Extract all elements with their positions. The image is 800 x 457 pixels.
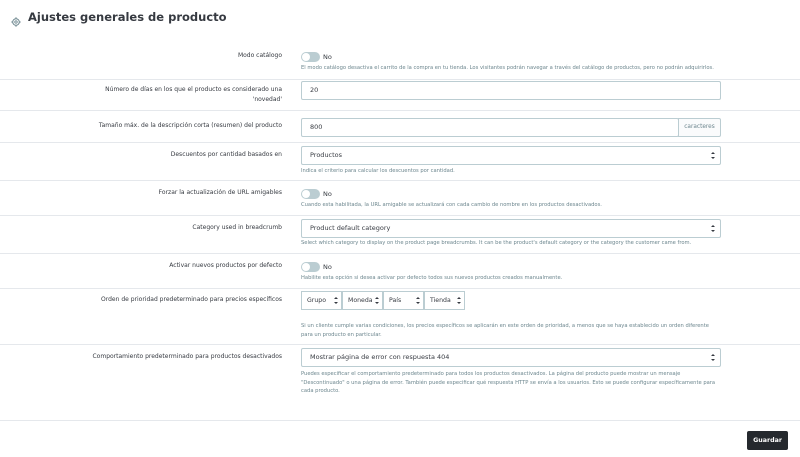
divider (0, 180, 800, 181)
friendly-url-toggle[interactable] (301, 189, 320, 199)
activate-new-label: Activar nuevos productos por defecto (169, 262, 282, 269)
priority-select-3[interactable] (383, 291, 424, 310)
short-desc-label: Tamaño máx. de la descripción corta (resumen) del producto (98, 122, 282, 129)
new-days-label-line2: 'novedad' (252, 96, 282, 103)
select-caret-icon (711, 354, 715, 361)
breadcrumb-category-value: Product default category (310, 224, 391, 232)
divider (0, 110, 800, 111)
quantity-discounts-value: Productos (310, 151, 343, 159)
select-caret-icon (711, 152, 715, 159)
catalog-mode-toggle[interactable] (301, 52, 320, 62)
toggle-knob (302, 190, 310, 198)
priority-order-label: Orden de prioridad predeterminado para precios específicos (101, 296, 282, 303)
catalog-mode-label: Modo catálogo (237, 52, 282, 59)
priority-select-2[interactable] (342, 291, 383, 310)
friendly-url-help: Cuando esta habilitada, la URL amigable se actualizará con cada cambio de nombre en los productos desactivados. (301, 202, 602, 208)
disabled-behavior-select[interactable] (301, 348, 721, 367)
priority-select-2-value: Moneda (348, 297, 373, 304)
breadcrumb-category-select[interactable] (301, 219, 721, 238)
short-desc-addon: caracteres (678, 118, 721, 137)
select-caret-icon (375, 297, 379, 304)
priority-select-1-value: Grupo (307, 297, 326, 304)
priority-select-4[interactable] (424, 291, 465, 310)
divider (0, 215, 800, 216)
save-button[interactable]: Guardar (747, 431, 788, 450)
new-days-label-line1: Número de días en los que el producto es considerado una (105, 86, 282, 93)
divider (0, 142, 800, 143)
divider (0, 253, 800, 254)
card-header (11, 8, 227, 26)
quantity-discounts-help: Indica el criterio para calcular los descuentos por cantidad. (301, 168, 455, 174)
new-days-input[interactable]: 20 (301, 81, 721, 100)
gear-icon (11, 12, 21, 22)
priority-select-1[interactable] (301, 291, 342, 310)
friendly-url-value: No (323, 190, 332, 198)
breadcrumb-category-label: Category used in breadcrumb (192, 224, 282, 231)
priority-select-3-value: País (389, 297, 402, 304)
short-desc-input[interactable]: 800 (301, 118, 679, 137)
quantity-discounts-label: Descuentos por cantidad basados en (170, 151, 282, 158)
footer-divider (0, 420, 800, 421)
activate-new-value: No (323, 263, 332, 271)
toggle-knob (302, 53, 310, 61)
breadcrumb-category-help: Select which category to display on the product page breadcrumbs. It can be the product's default category or the category the customer came from. (301, 240, 692, 246)
select-caret-icon (416, 297, 420, 304)
priority-order-help: Si un cliente cumple varias condiciones, los precios específicos se aplicarán en este orden de prioridad, a menos que se haya establecido un orden diferente para un producto en particular. (301, 323, 709, 338)
divider (0, 344, 800, 345)
select-caret-icon (457, 297, 461, 304)
toggle-knob (302, 263, 310, 271)
priority-select-4-value: Tienda (430, 297, 451, 304)
select-caret-icon (711, 225, 715, 232)
activate-new-help: Habilite esta opción si desea activar por defecto todos sus nuevos productos creados manualmente. (301, 275, 563, 281)
disabled-behavior-value: Mostrar página de error con respuesta 404 (310, 353, 450, 361)
page-title: Ajustes generales de producto (28, 10, 227, 24)
activate-new-toggle[interactable] (301, 262, 320, 272)
quantity-discounts-select[interactable] (301, 146, 721, 165)
divider (0, 288, 800, 289)
catalog-mode-help: El modo catálogo desactiva el carrito de la compra en tu tienda. Los visitantes podrán navegar a través del catálogo de productos, pero no podrán adquirirlos. (301, 65, 714, 71)
catalog-mode-value: No (323, 53, 332, 61)
divider (0, 79, 800, 80)
select-caret-icon (334, 297, 338, 304)
friendly-url-label: Forzar la actualización de URL amigables (158, 189, 282, 196)
disabled-behavior-help: Puedes especificar el comportamiento predeterminado para todos los productos desactivados. La página del producto puede mostrar un mensaje "Descontinuado" o una página de error. También puede especificar qué respuesta HTTP se envía a los usuarios. Esto se puede configurar específicamente para cada producto. (301, 371, 716, 394)
disabled-behavior-label: Comportamiento predeterminado para productos desactivados (92, 353, 282, 360)
